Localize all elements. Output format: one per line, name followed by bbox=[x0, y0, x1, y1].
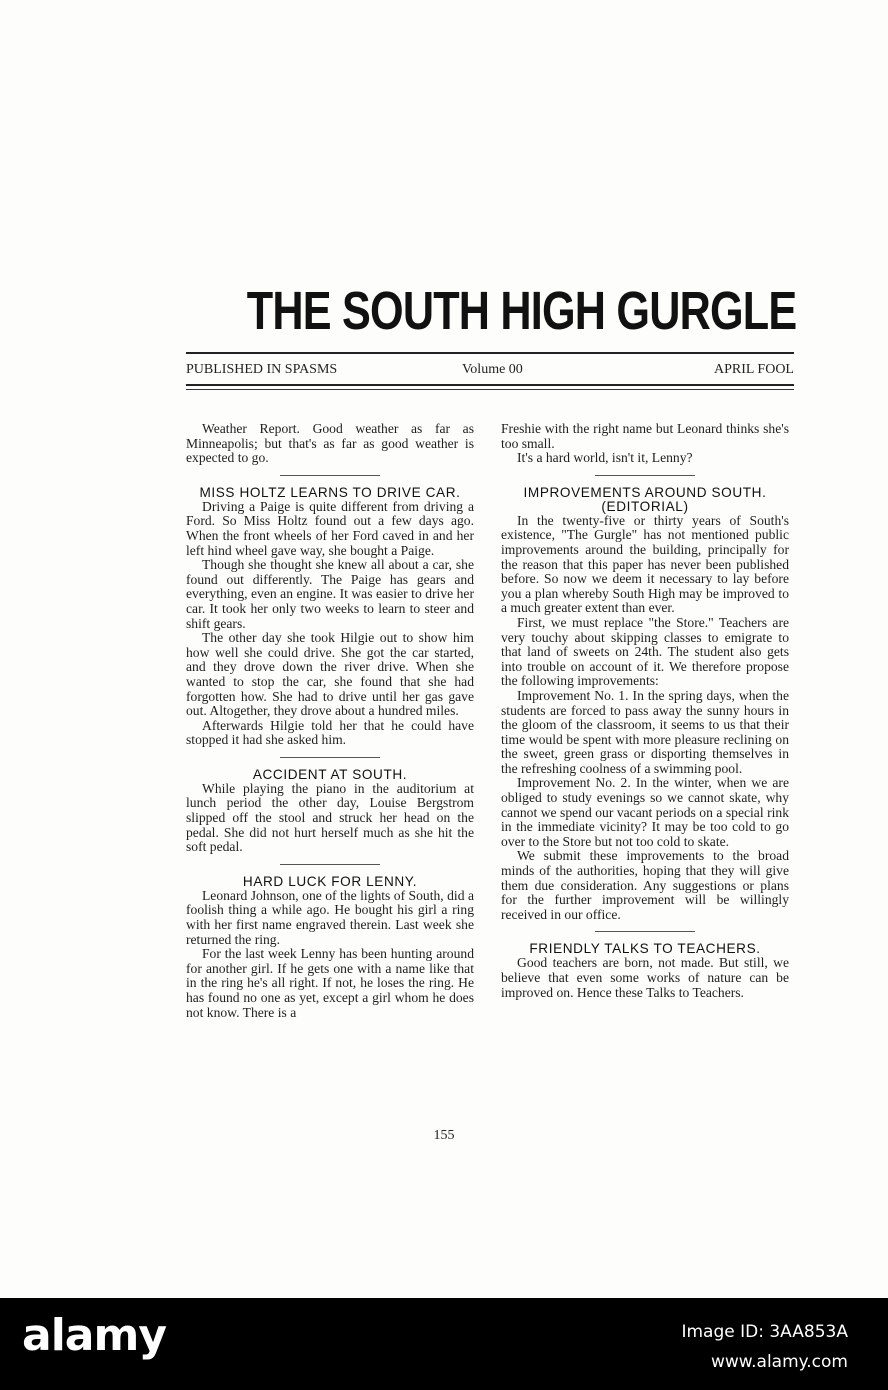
article-headline: IMPROVEMENTS AROUND SOUTH. (EDITORIAL) bbox=[523, 484, 767, 514]
article-paragraph: Good teachers are born, not made. But still, we believe that even some works of nature can be improved on. Hence these Talks to Teachers. bbox=[501, 955, 789, 1000]
section-divider bbox=[280, 475, 380, 476]
alamy-logo: alamy bbox=[22, 1310, 166, 1361]
article-headline: ACCIDENT AT SOUTH. bbox=[252, 766, 408, 782]
masthead-rule-bottom-1 bbox=[186, 384, 794, 386]
article-paragraph: Freshie with the right name but Leonard thinks she's too small. bbox=[501, 421, 789, 451]
article-paragraph: Though she thought she knew all about a car, she found out differently. The Paige has gears and everything, even an engine. It was easier to drive her car. It took her only two weeks to learn to steer and shift gears. bbox=[186, 557, 474, 631]
article-paragraph: The other day she took Hilgie out to show him how well she could drive. She got the car started, and they drove down the river drive. When she wanted to stop the car, she found that she had forgotten how. She had to drive until her gas gave out. Altogether, they drove about a hundred miles. bbox=[186, 630, 474, 719]
image-id-label: Image ID: 3AA853A bbox=[681, 1322, 848, 1342]
site-url: www.alamy.com bbox=[710, 1352, 848, 1372]
section-divider bbox=[595, 931, 695, 932]
left-column bbox=[186, 422, 474, 1020]
masthead-title: THE SOUTH HIGH GURGLE bbox=[246, 281, 797, 341]
article-paragraph: Leonard Johnson, one of the lights of South, did a foolish thing a while ago. He bought his girl a ring with her first name engraved therein. Last week she returned the ring. bbox=[186, 887, 474, 947]
section-divider bbox=[280, 864, 380, 865]
publication-frequency: PUBLISHED IN SPASMS bbox=[186, 362, 338, 377]
article-headline: FRIENDLY TALKS TO TEACHERS. bbox=[529, 941, 761, 957]
article-paragraph: First, we must replace "the Store." Teachers are very touchy about skipping classes to emigrate to that land of sweets on 24th. The student also gets into trouble on account of it. We therefore propose the following improvements: bbox=[501, 614, 789, 689]
article-paragraph: While playing the piano in the auditorium at lunch period the other day, Louise Bergstrom slipped off the stool and struck her head on the pedal. She did not hurt herself much as she hit the soft pedal. bbox=[186, 780, 474, 855]
section-divider bbox=[595, 475, 695, 476]
article-paragraph: Driving a Paige is quite different from driving a Ford. So Miss Holtz found out a few days ago. When the front wheels of her Ford caved in and her left hind wheel gave way, she bought a Paige. bbox=[186, 498, 474, 558]
page-number: 155 bbox=[433, 1128, 455, 1143]
issue-date: APRIL FOOL bbox=[714, 362, 794, 377]
masthead-rule-top bbox=[186, 352, 794, 354]
article-paragraph: Afterwards Hilgie told her that he could have stopped it had she asked him. bbox=[186, 717, 474, 748]
volume-label: Volume 00 bbox=[462, 362, 523, 377]
section-divider bbox=[280, 757, 380, 758]
article-headline: HARD LUCK FOR LENNY. bbox=[242, 873, 418, 889]
article-paragraph: Improvement No. 2. In the winter, when we are obliged to study evenings so we cannot skate, why cannot we spend our vacant periods on a special rink in the immediate vicinity? It may be too cold to go over to the Store but not too cold to skate. bbox=[501, 775, 789, 849]
article-paragraph: Weather Report. Good weather as far as Minneapolis; but that's as far as good weather is expected to go. bbox=[186, 421, 474, 466]
article-paragraph: We submit these improvements to the broad minds of the authorities, hoping that they will give them due consideration. Any suggestions or plans for the further improvement will be willingly received in our office. bbox=[501, 848, 789, 922]
article-paragraph: In the twenty-five or thirty years of South's existence, "The Gurgle" has not mentioned public improvements around the building, principally for the reason that this paper has never been published before. So now we deem it necessary to lay before you a plan whereby South High may be improved to a much greater extent than ever. bbox=[501, 512, 789, 616]
article-paragraph: It's a hard world, isn't it, Lenny? bbox=[517, 450, 693, 466]
article-paragraph: For the last week Lenny has been hunting around for another girl. If he gets one with a name like that in the ring he's all right. If not, he loses the ring. He has found no one as yet, except a girl whom he does not know. There is a bbox=[186, 946, 474, 1020]
article-headline: MISS HOLTZ LEARNS TO DRIVE CAR. bbox=[199, 484, 461, 500]
right-column bbox=[501, 422, 789, 1000]
article-paragraph: Improvement No. 1. In the spring days, when the students are forced to pass away the sunny hours in the gloom of the classroom, it seems to us that their time would be spent with more pleasure reclining on the sweet, green grass or disporting themselves in the refreshing coolness of a swimming pool. bbox=[501, 687, 789, 776]
masthead-rule-bottom-2 bbox=[186, 389, 794, 390]
